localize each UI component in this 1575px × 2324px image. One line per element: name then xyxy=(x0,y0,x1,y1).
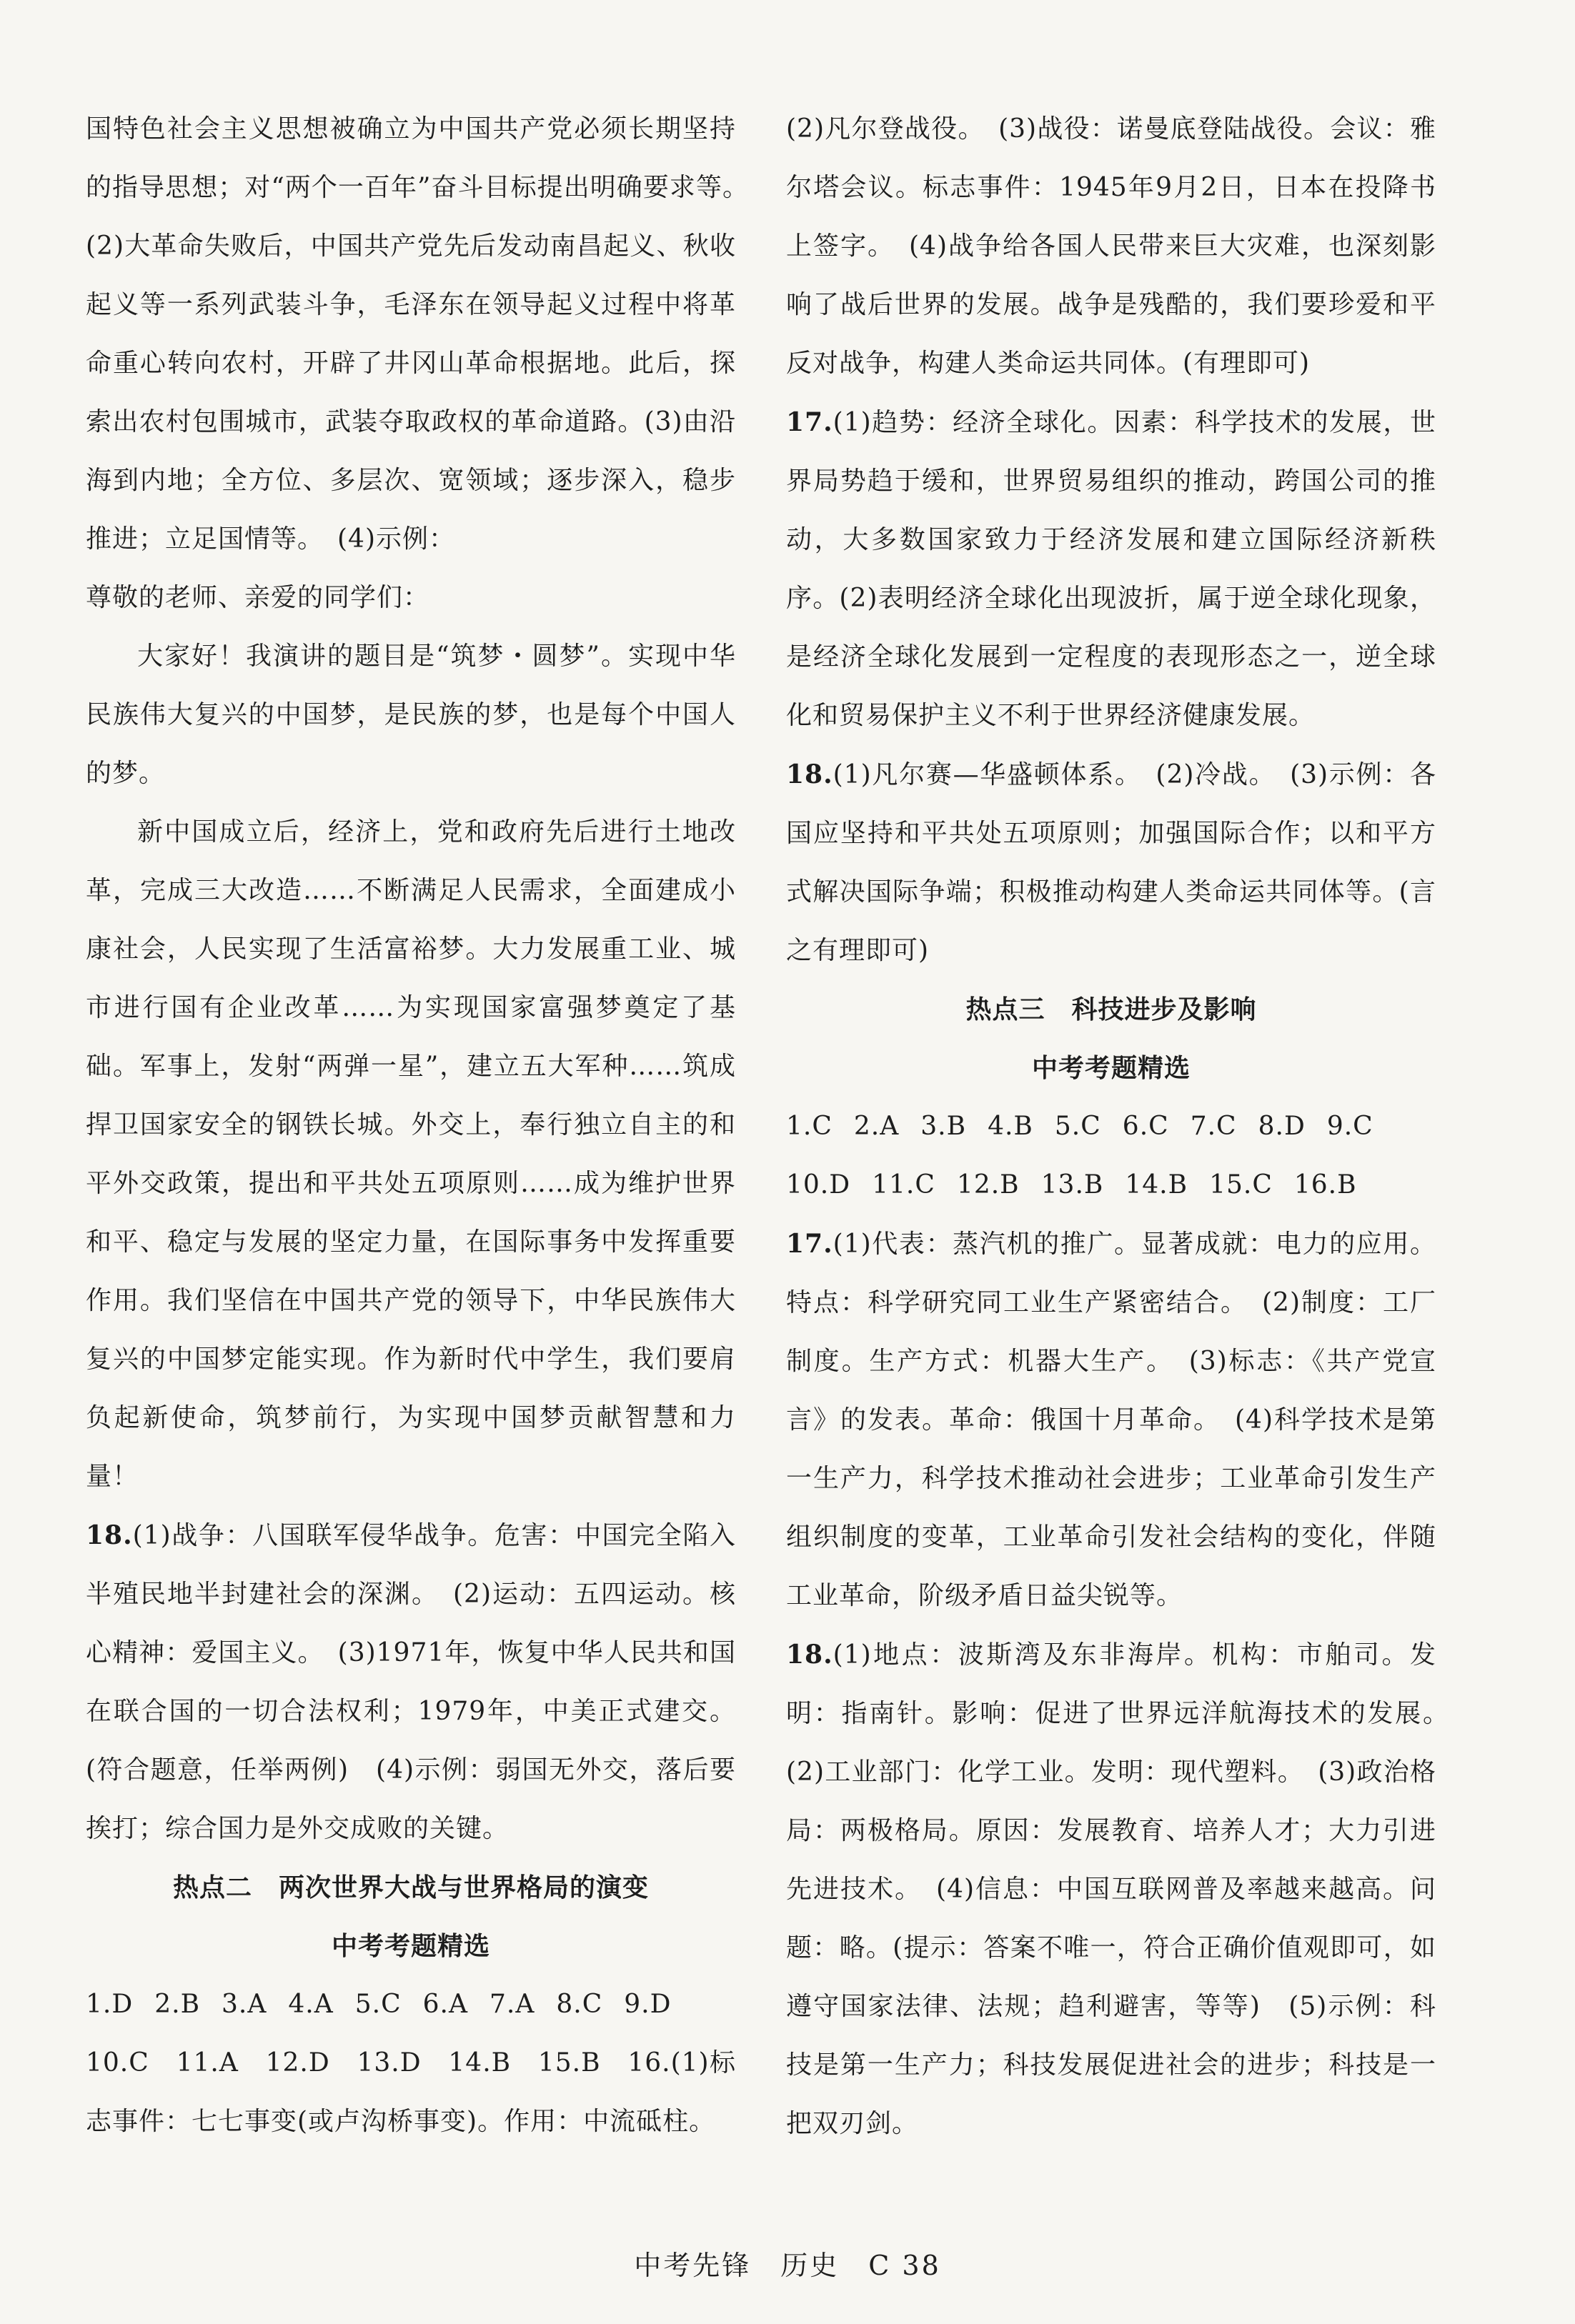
left-paragraph-1: 国特色社会主义思想被确立为中国共产党必须长期坚持的指导思想；对“两个一百年”奋斗目标提出明确要求等。 (2)大革命失败后，中国共产党先后发动南昌起义、秋收起义等一系列武装斗争，毛泽东在领导起义过程中将革命重心转向农村，开辟了井冈山革命根据地。此后，探索出农村包围城市，武装夺取政权的革命道路。(3)由沿海到内地；全方位、多层次、宽领域；逐步深入，稳步推进；立足国情等。 (4)示例： xyxy=(86,114,763,554)
answer-item: 6.A xyxy=(422,1990,469,2019)
answer-item: 10.D xyxy=(786,1170,851,1200)
answer-item: 14.B xyxy=(1125,1170,1188,1200)
question-18-text: (1)战争：八国联军侵华战争。危害：中国完全陷入半殖民地半封建社会的深渊。 (2)运动：五四运动。核心精神：爱国主义。 (3)1971年，恢复中华人民共和国在联合国的一切合法权利；1979年，中美正式建交。(符合题意，任举两例) (4)示例：弱国无外交，落后要挨打；综合国力是外交成败的关键。 xyxy=(86,1521,736,1843)
question-17b-answer xyxy=(786,1215,1436,1625)
answer-item: 2.A xyxy=(853,1112,900,1141)
page-footer: 中考先锋 历史 C 38 xyxy=(634,2250,941,2281)
question-number: 18. xyxy=(86,1520,133,1550)
answer-row-1 xyxy=(786,1097,1436,1156)
question-number: 18. xyxy=(786,759,833,789)
answer-item: 3.B xyxy=(920,1112,967,1141)
answer-item: 4.B xyxy=(988,1112,1033,1141)
answer-item: 2.B xyxy=(154,1990,201,2019)
question-17-text: (1)趋势：经济全球化。因素：科学技术的发展，世界局势趋于缓和，世界贸易组织的推动，跨国公司的推动，大多数国家致力于经济发展和建立国际经济新秩序。(2)表明经济全球化出现波折，属于逆全球化现象，是经济全球化发展到一定程度的表现形态之一，逆全球化和贸易保护主义不利于世界经济健康发展。 xyxy=(786,408,1436,730)
answer-item: 6.C xyxy=(1122,1112,1169,1141)
answer-row-2: 10.C 11.A 12.D 13.D 14.B 15.B 16.(1)标志事件：七七事变(或卢沟桥事变)。作用：中流砥柱。 xyxy=(86,2048,736,2136)
answer-item: 7.C xyxy=(1190,1112,1237,1141)
question-number: 17. xyxy=(786,407,833,437)
answer-item: 8.C xyxy=(556,1990,603,2019)
answer-item: 4.A xyxy=(288,1990,334,2019)
question-17-answer xyxy=(786,393,1436,745)
section-3-subtitle: 中考考题精选 xyxy=(1031,1053,1191,1083)
question-18-answer xyxy=(786,745,1436,980)
question-18b-text: (1)地点：波斯湾及东非海岸。机构：市舶司。发明：指南针。影响：促进了世界远洋航海技术的发展。 (2)工业部门：化学工业。发明：现代塑料。 (3)政治格局：两极格局。原因：发展教育、培养人才；大力引进先进技术。 (4)信息：中国互联网普及率越来越高。问题：略。(提示：答案不唯一，符合正确价值观即可，如遵守国家法律、法规；趋利避害，等等) (5)示例：科技是第一生产力；科技发展促进社会的进步；科技是一把双刃剑。 xyxy=(786,1640,1464,2138)
question-18-answer xyxy=(86,1506,736,1858)
answer-item: 15.C xyxy=(1209,1170,1273,1200)
answer-item: 1.C xyxy=(786,1112,833,1141)
question-18-text: (1)凡尔赛—华盛顿体系。 (2)冷战。 (3)示例：各国应坚持和平共处五项原则；加强国际合作；以和平方式解决国际争端；积极推动构建人类命运共同体等。(言之有理即可) xyxy=(786,760,1436,965)
answer-item: 9.D xyxy=(624,1990,672,2019)
answer-row-2 xyxy=(786,1156,1436,1215)
answer-item: 9.C xyxy=(1326,1112,1373,1141)
left-column xyxy=(86,100,763,2151)
answer-item: 12.B xyxy=(956,1170,1020,1200)
right-column xyxy=(786,100,1464,2153)
answer-item: 3.A xyxy=(222,1990,267,2019)
answer-item: 1.D xyxy=(86,1990,134,2019)
answer-item: 8.D xyxy=(1258,1112,1306,1141)
section-2-title: 热点二 两次世界大战与世界格局的演变 xyxy=(172,1872,649,1902)
section-3-title: 热点三 科技进步及影响 xyxy=(965,994,1257,1024)
question-number: 17. xyxy=(786,1229,833,1259)
right-paragraph-1: (2)凡尔登战役。 (3)战役：诺曼底登陆战役。会议：雅尔塔会议。标志事件：1945年9月2日，日本在投降书上签字。 (4)战争给各国人民带来巨大灾难，也深刻影响了战后世界的发展。战争是残酷的，我们要珍爱和平反对战争，构建人类命运共同体。(有理即可) xyxy=(786,114,1436,378)
question-17b-text: (1)代表：蒸汽机的推广。显著成就：电力的应用。特点：科学研究同工业生产紧密结合。 (2)制度：工厂制度。生产方式：机器大生产。 (3)标志：《共产党宣言》的发表。革命：俄国十月革命。 (4)科学技术是第一生产力，科学技术推动社会进步；工业革命引发生产组织制度的变革，工业革命引发社会结构的变化，伴随工业革命，阶级矛盾日益尖锐等。 xyxy=(786,1230,1436,1610)
speech-paragraph-1: 大家好！我演讲的题目是“筑梦・圆梦”。实现中华民族伟大复兴的中国梦，是民族的梦，也是每个中国人的梦。 xyxy=(86,642,736,788)
question-18b-answer xyxy=(786,1625,1464,2153)
answer-item: 13.B xyxy=(1040,1170,1104,1200)
question-number: 18. xyxy=(786,1640,833,1670)
answer-item: 11.C xyxy=(872,1170,935,1200)
answer-item: 5.C xyxy=(354,1990,402,2019)
section-2-subtitle: 中考考题精选 xyxy=(331,1931,490,1961)
speech-paragraph-2: 新中国成立后，经济上，党和政府先后进行土地改革，完成三大改造……不断满足人民需求，全面建成小康社会，人民实现了生活富裕梦。大力发展重工业、城市进行国有企业改革……为实现国家富强梦奠定了基础。军事上，发射“两弹一星”，建立五大军种……筑成捍卫国家安全的钢铁长城。外交上，奉行独立自主的和平外交政策，提出和平共处五项原则……成为维护世界和平、稳定与发展的坚定力量，在国际事务中发挥重要作用。我们坚信在中国共产党的领导下，中华民族伟大复兴的中国梦定能实现。作为新时代中学生，我们要肩负起新使命，筑梦前行，为实现中国梦贡献智慧和力量！ xyxy=(86,817,736,1491)
answer-row-1 xyxy=(86,1975,736,2034)
answer-item: 5.C xyxy=(1054,1112,1101,1141)
answer-item: 16.B xyxy=(1293,1170,1357,1200)
speech-greeting: 尊敬的老师、亲爱的同学们： xyxy=(86,583,430,612)
answer-item: 7.A xyxy=(490,1990,535,2019)
